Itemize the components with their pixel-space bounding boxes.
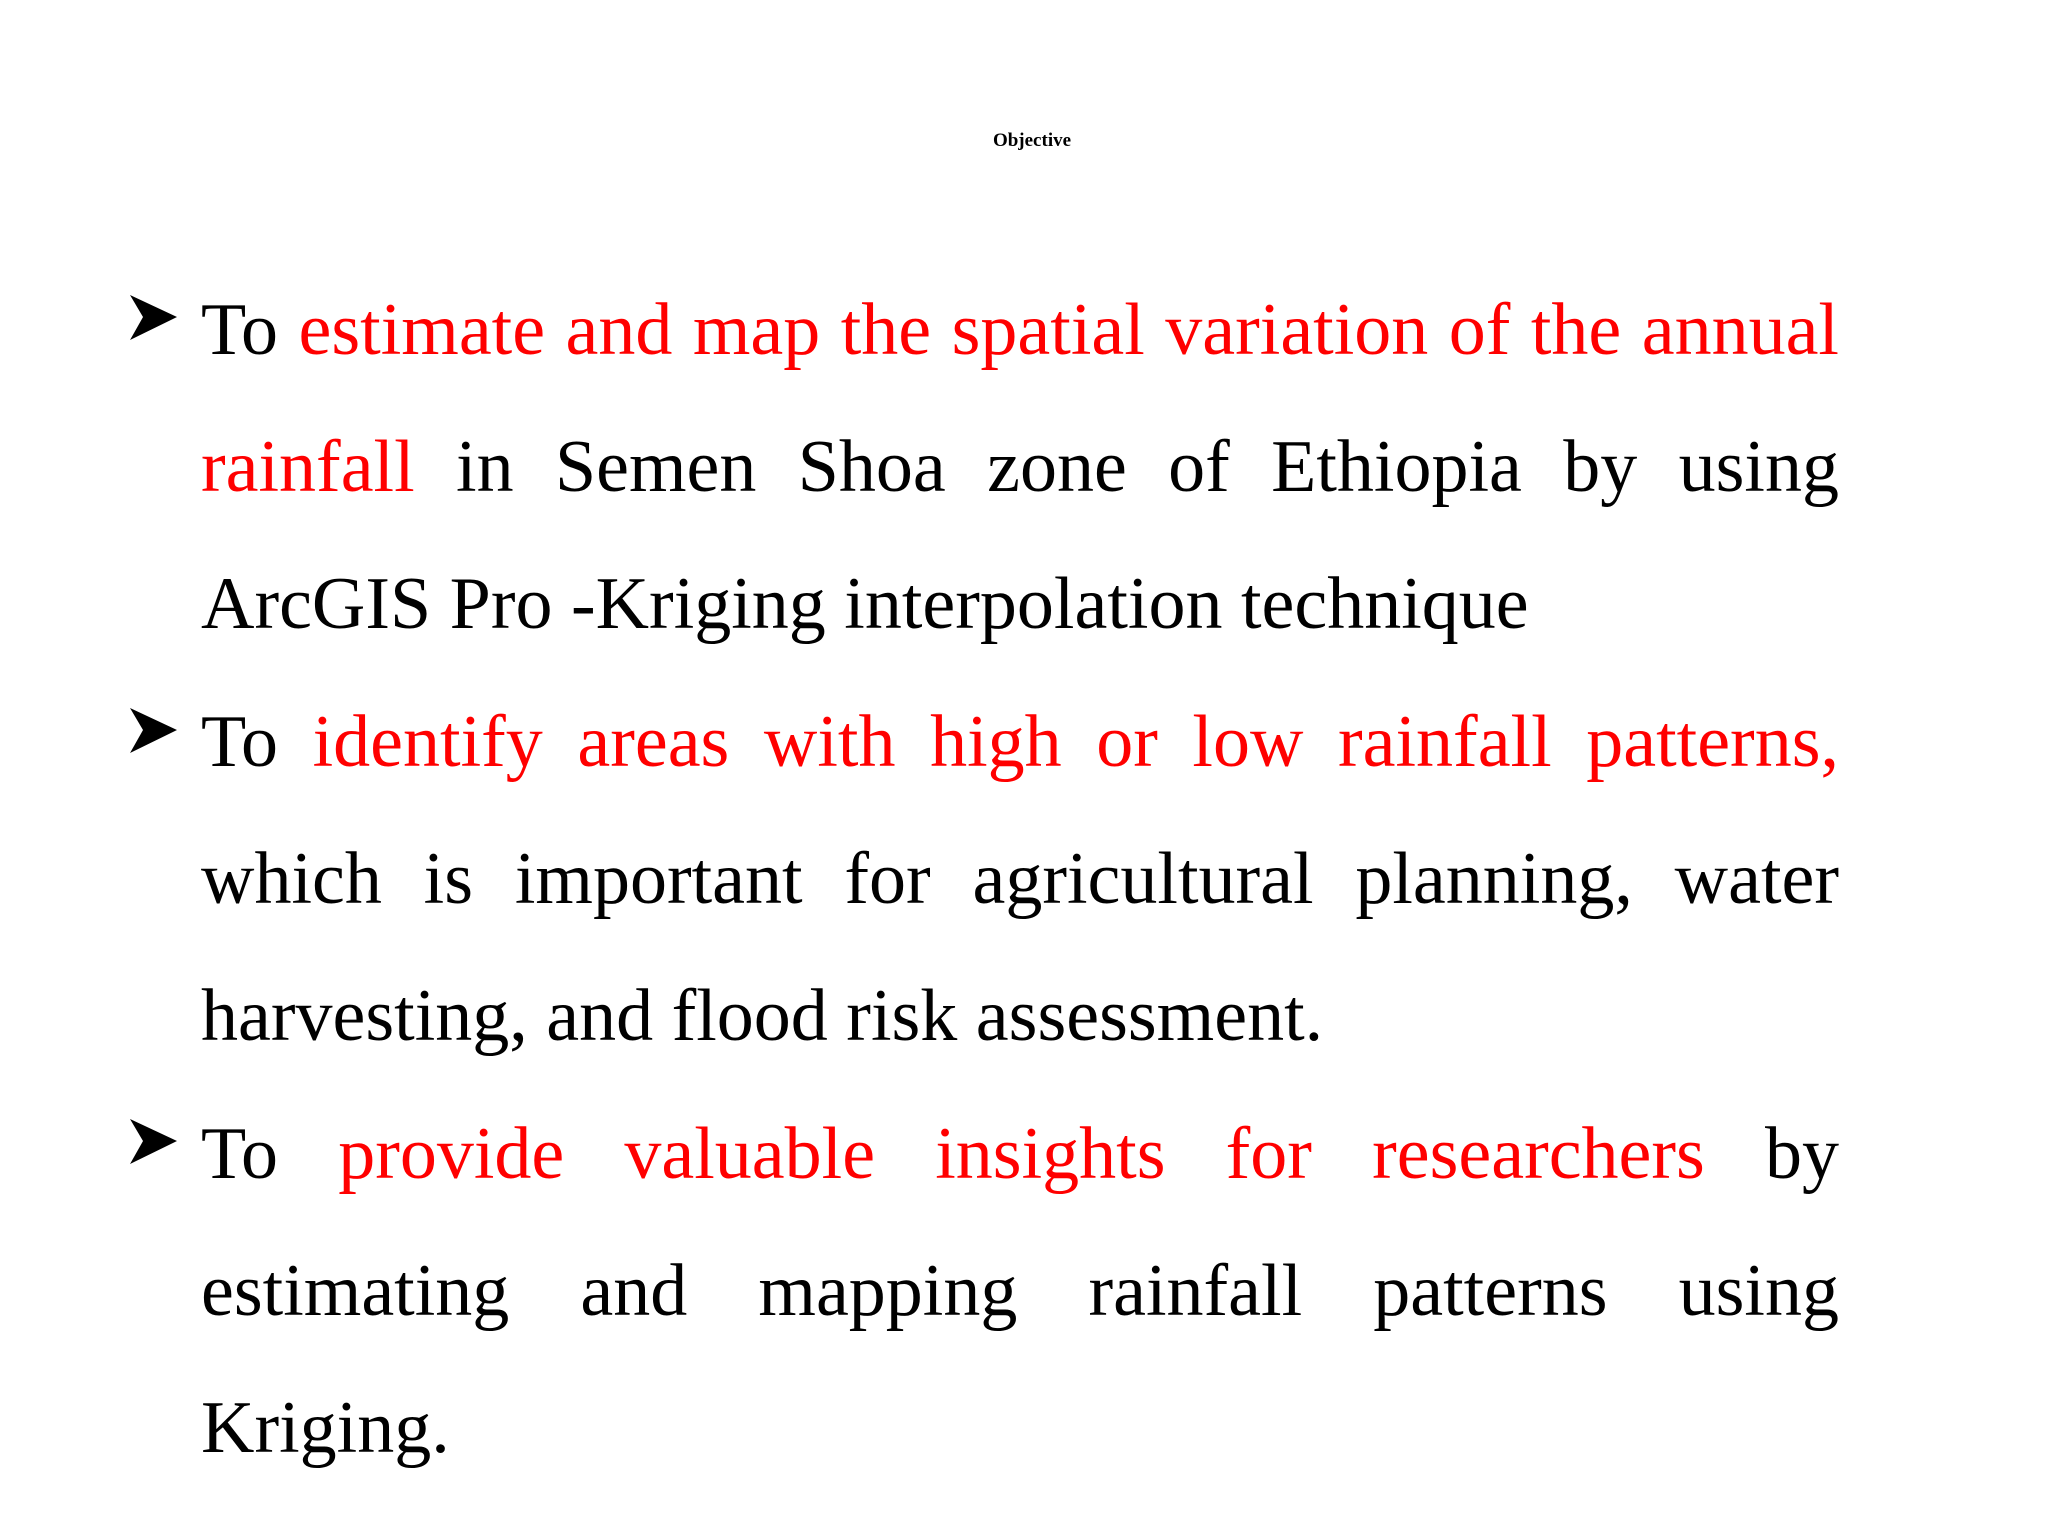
bullet-text-segment: which is important for agricultural planning, water harvesting, and flood risk assessment. — [201, 838, 1839, 1057]
bullet-text-segment: To — [201, 701, 313, 783]
arrowhead-bullet-icon — [128, 1116, 180, 1168]
arrowhead-bullet-icon — [128, 292, 180, 344]
bullet-text-highlight: estimate and map the spatial variation of the annual rainfall — [201, 289, 1839, 508]
bullet-text-segment: To — [201, 289, 299, 371]
bullet-text-segment: in Semen Shoa zone of Ethiopia by using ArcGIS Pro -Kriging interpolation technique — [201, 426, 1839, 645]
slide-title: Objective — [992, 130, 1072, 151]
bullet-text — [201, 1086, 1839, 1497]
bullet-text — [201, 674, 1839, 1085]
bullet-text — [201, 262, 1839, 673]
arrowhead-bullet-icon — [128, 705, 180, 757]
bullet-text-segment: by estimating and mapping rainfall patterns using Kriging. — [201, 1113, 1839, 1469]
bullet-text-highlight: identify areas with high or low rainfall patterns, — [312, 701, 1839, 783]
bullet-text-highlight: provide valuable insights for researchers — [338, 1113, 1705, 1195]
bullet-text-segment: To — [201, 1113, 339, 1195]
